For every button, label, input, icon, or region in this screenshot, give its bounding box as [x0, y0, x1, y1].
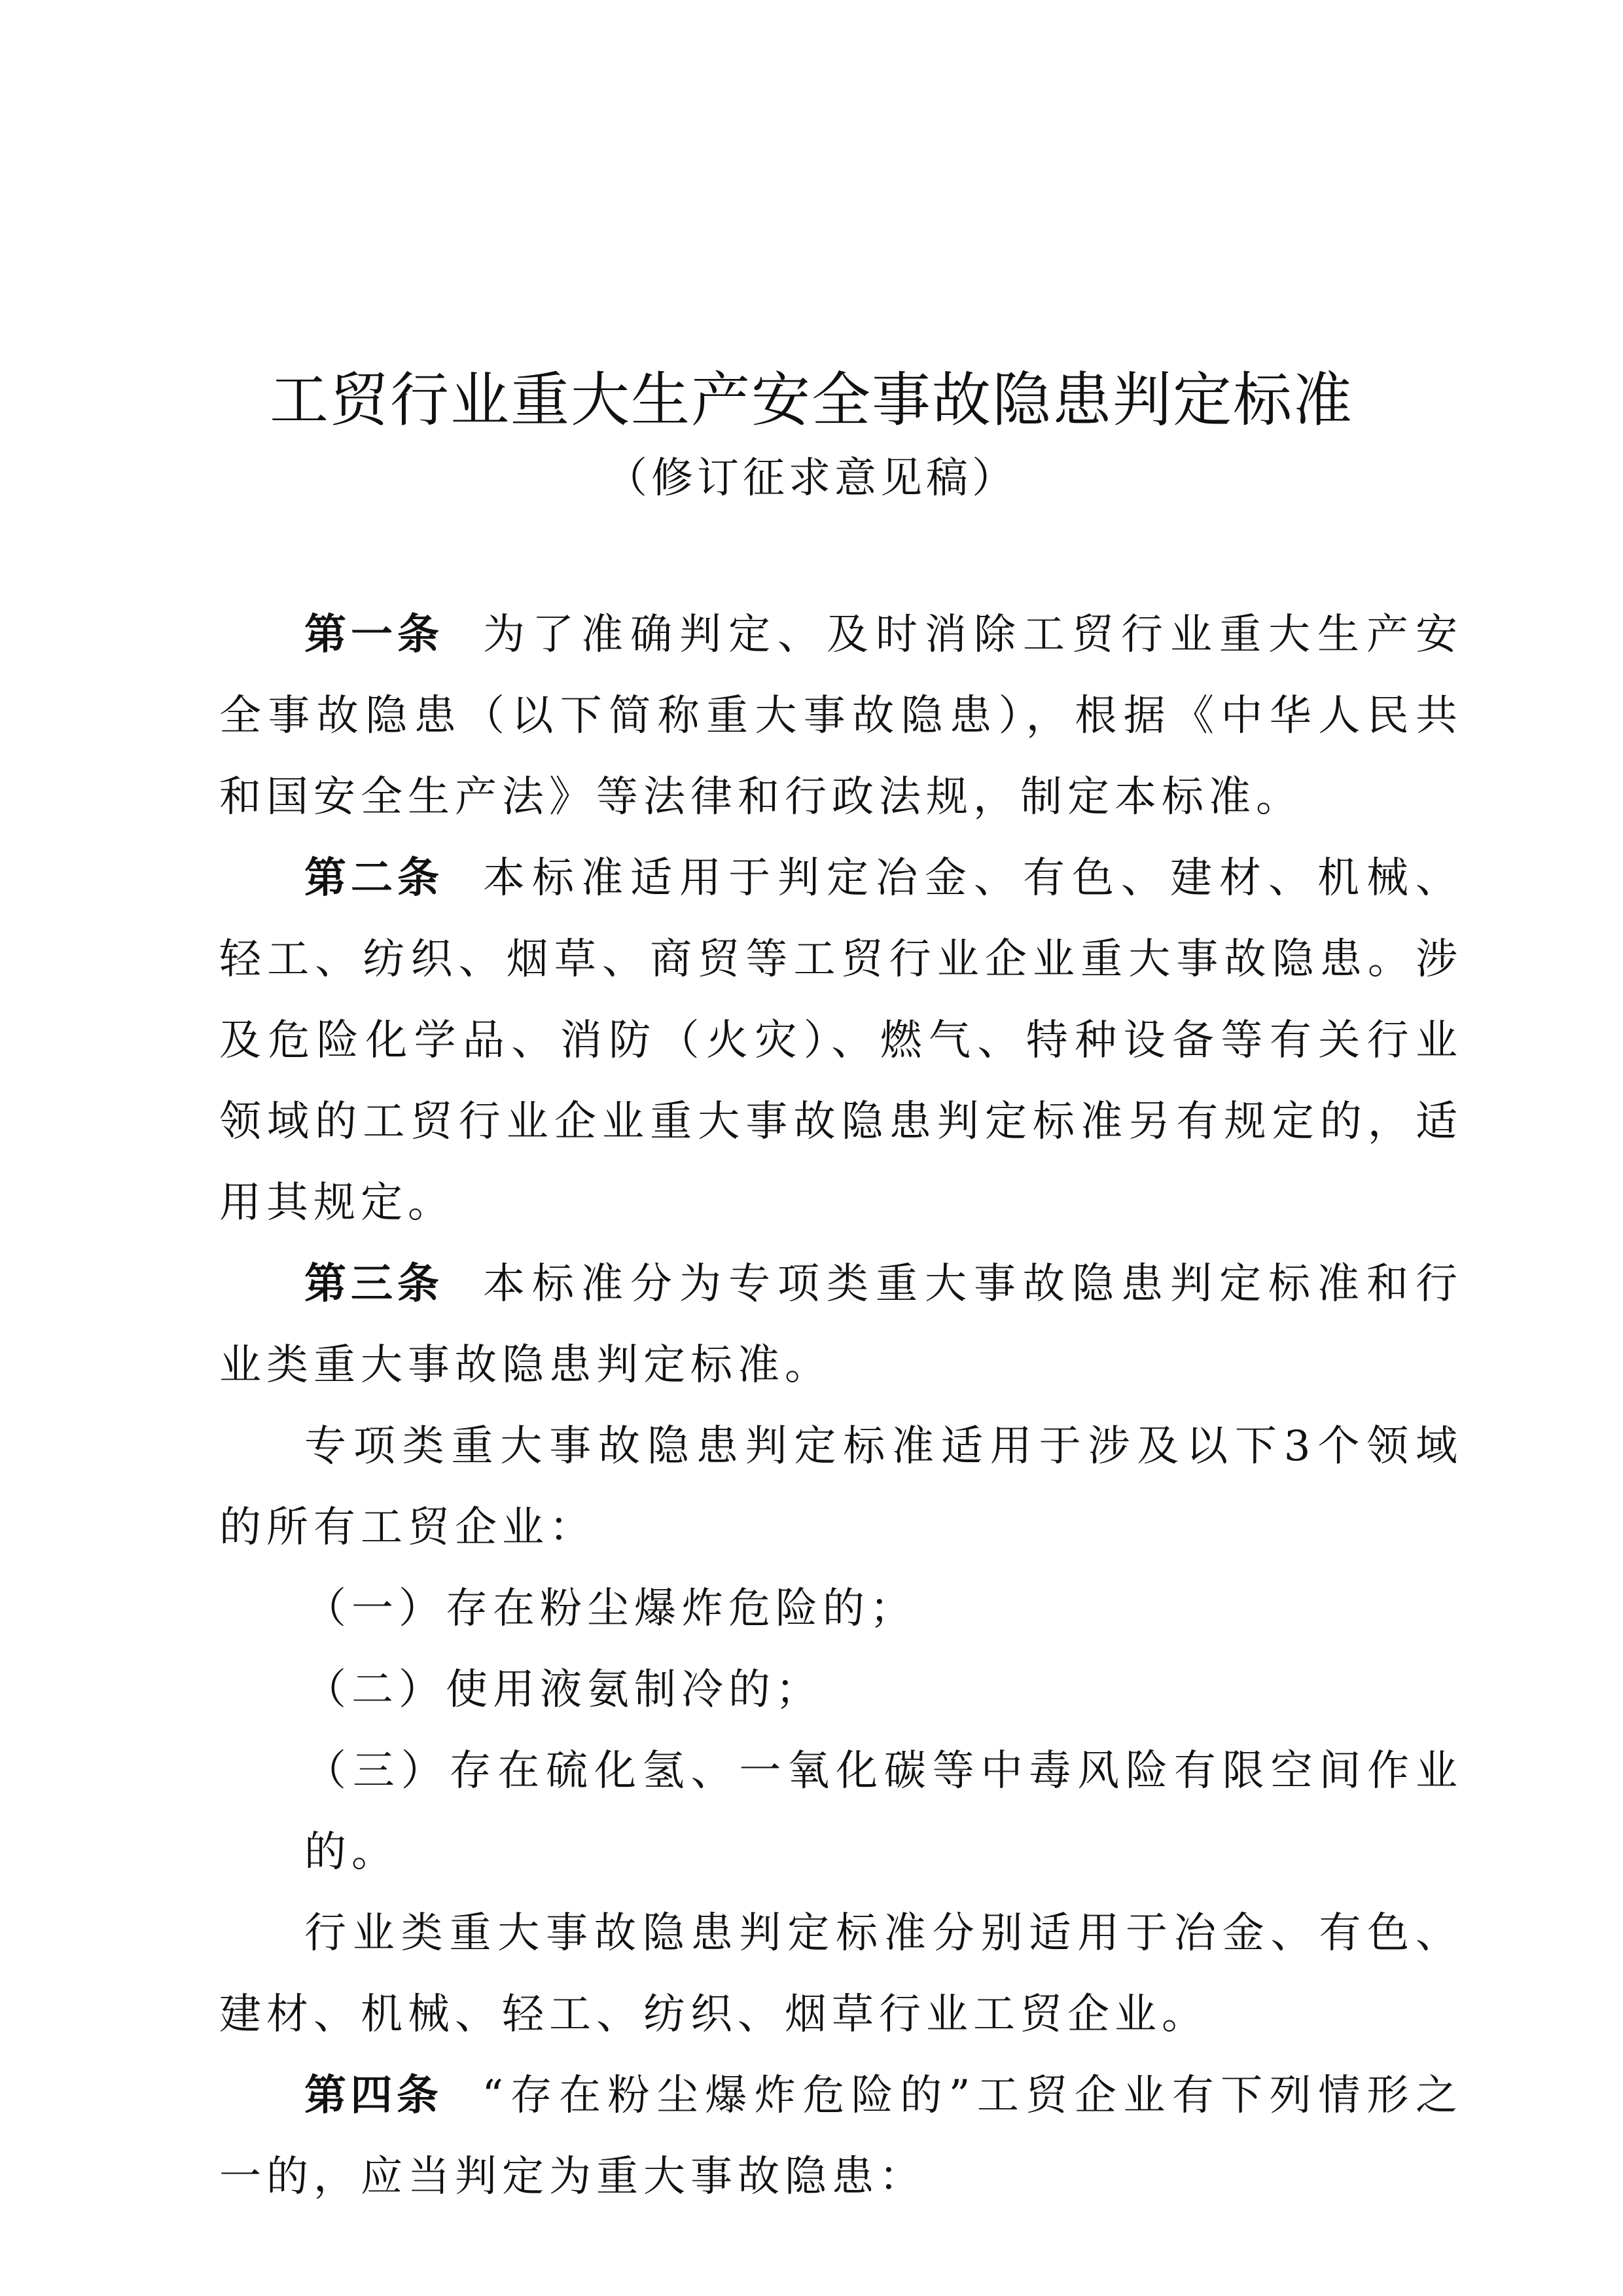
article-3-paragraph-2: 专项类重大事故隐患判定标准适用于涉及以下3个领域的所有工贸企业：	[219, 1422, 1463, 1552]
document-title: 工贸行业重大生产安全事故隐患判定标准	[270, 366, 1353, 435]
article-4-label: 第四条	[304, 2072, 443, 2120]
list-item: （一）存在粉尘爆炸危险的；	[304, 1585, 917, 1633]
article-3-label: 第三条	[304, 1260, 444, 1308]
article-3-text: 本标准分为专项类重大事故隐患判定标准和行业类重大事故隐患判定标准。	[219, 1260, 1463, 1390]
article-3	[219, 1244, 1463, 1406]
article-2	[219, 838, 1463, 1244]
article-4	[219, 2055, 1463, 2217]
article-2-text: 本标准适用于判定冶金、有色、建材、机械、轻工、纺织、烟草、商贸等工贸行业企业重大事故隐患。涉及危险化学品、消防（火灾）、燃气、特种设备等有关行业领域的工贸行业企业重大事故隐患判定标准另有规定的，适用其规定。	[219, 854, 1463, 1227]
list-item: （二）使用液氨制冷的；	[304, 1666, 823, 1714]
article-1	[219, 594, 1463, 838]
document-body	[219, 594, 1463, 2217]
article-4-text: “存在粉尘爆炸危险的”工贸企业有下列情形之一的，应当判定为重大事故隐患：	[219, 2072, 1463, 2201]
article-1-label: 第一条	[304, 611, 444, 659]
article-1-text: 为了准确判定、及时消除工贸行业重大生产安全事故隐患（以下简称重大事故隐患），根据《中华人民共和国安全生产法》等法律和行政法规，制定本标准。	[219, 611, 1463, 821]
list-item: （三）存在硫化氢、一氧化碳等中毒风险有限空间作业的。	[304, 1747, 1463, 1876]
article-3-paragraph-3: 行业类重大事故隐患判定标准分别适用于冶金、有色、建材、机械、轻工、纺织、烟草行业工贸企业。	[219, 1909, 1463, 2039]
document-subtitle: （修订征求意见稿）	[605, 454, 1018, 503]
article-2-label: 第二条	[304, 854, 444, 903]
